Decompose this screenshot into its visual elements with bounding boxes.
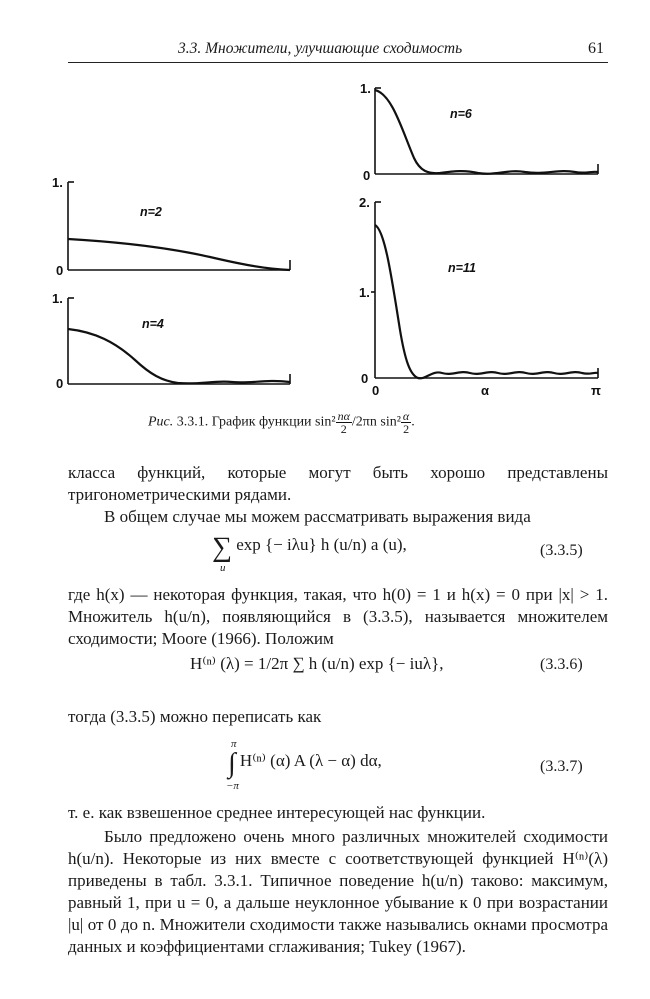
ylabel-1: 1. — [52, 175, 63, 190]
ylabel-0: 0 — [56, 263, 64, 278]
xlabel-pi: π — [591, 383, 601, 398]
paragraph-3: где h(x) — некоторая функция, такая, что h(0) = 1 и h(x) = 0 при |x| > 1. Множитель h(u/n), появляющийся в (3.3.5), называется множителем сходимости; Moore (1966). Положим — [68, 585, 608, 648]
curve-n4 — [68, 329, 290, 383]
ylabel-1: 1. — [359, 285, 370, 300]
n-label: n=6 — [450, 107, 472, 121]
ylabel-2: 2. — [359, 195, 370, 210]
paragraph-4: тогда (3.3.5) можно переписать как — [68, 707, 322, 726]
section-title: 3.3. Множители, улучшающие сходимость — [178, 40, 463, 57]
equation-3-3-7: ∫ H⁽ⁿ⁾ (α) A (λ − α) dα, — [228, 748, 382, 779]
curve-n2 — [68, 239, 290, 270]
xlabel-alpha: α — [481, 383, 489, 398]
curve-n11 — [375, 225, 598, 378]
ylabel-0: 0 — [363, 168, 371, 183]
n-label: n=11 — [448, 261, 476, 275]
paragraph-5: т. е. как взвешенное среднее интересующей нас функции. — [68, 803, 486, 822]
equation-3-3-5: ∑ exp {− iλu} h (u/n) a (u), — [212, 532, 407, 563]
figure-caption: Рис. 3.3.1. График функции sin² $\frac{n\alpha}{2}$ /2πn sin² $\frac{\alpha}{2}$ . — [148, 409, 415, 436]
equation-3-3-6: H⁽ⁿ⁾ (λ) = 1/2π ∑ h (u/n) exp {− iuλ}, — [190, 654, 444, 673]
panel-n2 — [52, 175, 290, 278]
figure-3-3-1 — [0, 70, 650, 400]
ylabel-0: 0 — [56, 376, 64, 391]
panel-n6 — [360, 81, 598, 183]
eq-number-3-3-6: (3.3.6) — [540, 656, 583, 673]
eq-number-3-3-7: (3.3.7) — [540, 758, 583, 775]
paragraph-1: класса функций, которые могут быть хорошо представлены тригонометрическими рядами. — [68, 463, 608, 504]
n-label: n=4 — [142, 317, 164, 331]
n-label: n=2 — [140, 205, 162, 219]
panel-n4 — [52, 291, 290, 391]
ylabel-1: 1. — [360, 81, 371, 96]
paragraph-2: В общем случае мы можем рассматривать выражения вида — [104, 507, 531, 526]
panel-n11 — [359, 195, 601, 398]
ylabel-0: 0 — [361, 371, 369, 386]
curve-n6 — [375, 90, 598, 174]
paragraph-6: Было предложено очень много различных множителей сходимости h(u/n). Некоторые из них вместе с соответствующей функцией H⁽ⁿ⁾(λ) приведены в табл. 3.3.1. Типичное поведение h(u/n) таково: максимум, равный 1, при u = 0, а дальше неуклонное убывание к 0 при возрастании |u| от 0 до n. Множители сходимости также назывались окнами просмотра данных и коэффициентами сглаживания; Tukey (1967). — [68, 827, 608, 956]
running-header — [68, 38, 608, 63]
page-number: 61 — [588, 40, 604, 57]
xlabel-0: 0 — [372, 383, 380, 398]
ylabel-1: 1. — [52, 291, 63, 306]
eq-number-3-3-5: (3.3.5) — [540, 542, 583, 559]
